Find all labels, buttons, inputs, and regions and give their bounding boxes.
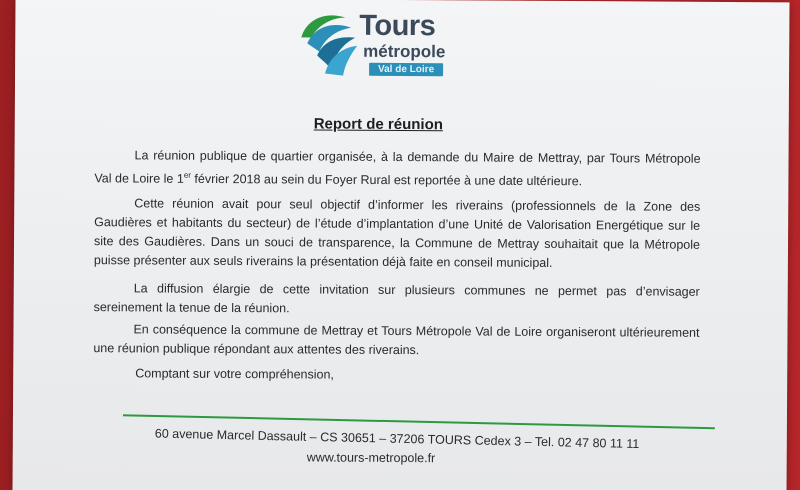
- tours-metropole-logo: [297, 7, 457, 80]
- paragraph-3: La diffusion élargie de cette invitation sur plusieurs communes ne permet pas d’envisager sereinement la tenue de la réunion.: [93, 281, 700, 316]
- closing-line: Comptant sur votre compréhension,: [135, 366, 334, 382]
- letter-sheet: [12, 0, 789, 490]
- paragraph-1-text-b: février 2018 au sein du Foyer Rural est reportée à une date ultérieure.: [190, 171, 583, 189]
- logo-region-band: Val de Loire: [369, 63, 443, 76]
- paragraph-1-superscript: er: [183, 170, 192, 180]
- logo-swirl-icon: [297, 7, 361, 77]
- footer-address: 60 avenue Marcel Dassault – CS 30651 – 37206 TOURS Cedex 3 – Tel. 02 47 80 11 11: [154, 426, 640, 452]
- logo-subtitle: métropole: [363, 41, 446, 62]
- document-title: Report de réunion: [313, 115, 443, 134]
- paragraph-4: En conséquence la commune de Mettray et Tours Métropole Val de Loire organiseront ultérieurement une réunion publique répondant aux attentes des riverains.: [93, 322, 700, 358]
- logo-wordmark: Tours: [359, 9, 436, 43]
- paragraph-2: Cette réunion avait pour seul objectif d’informer les riverains (professionnels de la Zone des Gaudières et habitants du secteur) de l’étude d’implantation d’une Unité de Valorisation Energétique sur le site des Gaudières. Dans un souci de transparence, la Commune de Mettray souhaitait que la Métropole puisse présenter aux seuls riverains la présentation déjà faite en conseil municipal.: [93, 196, 701, 270]
- footer-website: www.tours-metropole.fr: [306, 450, 436, 466]
- paragraph-1: [94, 146, 700, 192]
- paragraph-1-text-a: La réunion publique de quartier organisée, à la demande du Maire de Mettray, par Tours Métropole Val de Loire le 1: [94, 148, 701, 186]
